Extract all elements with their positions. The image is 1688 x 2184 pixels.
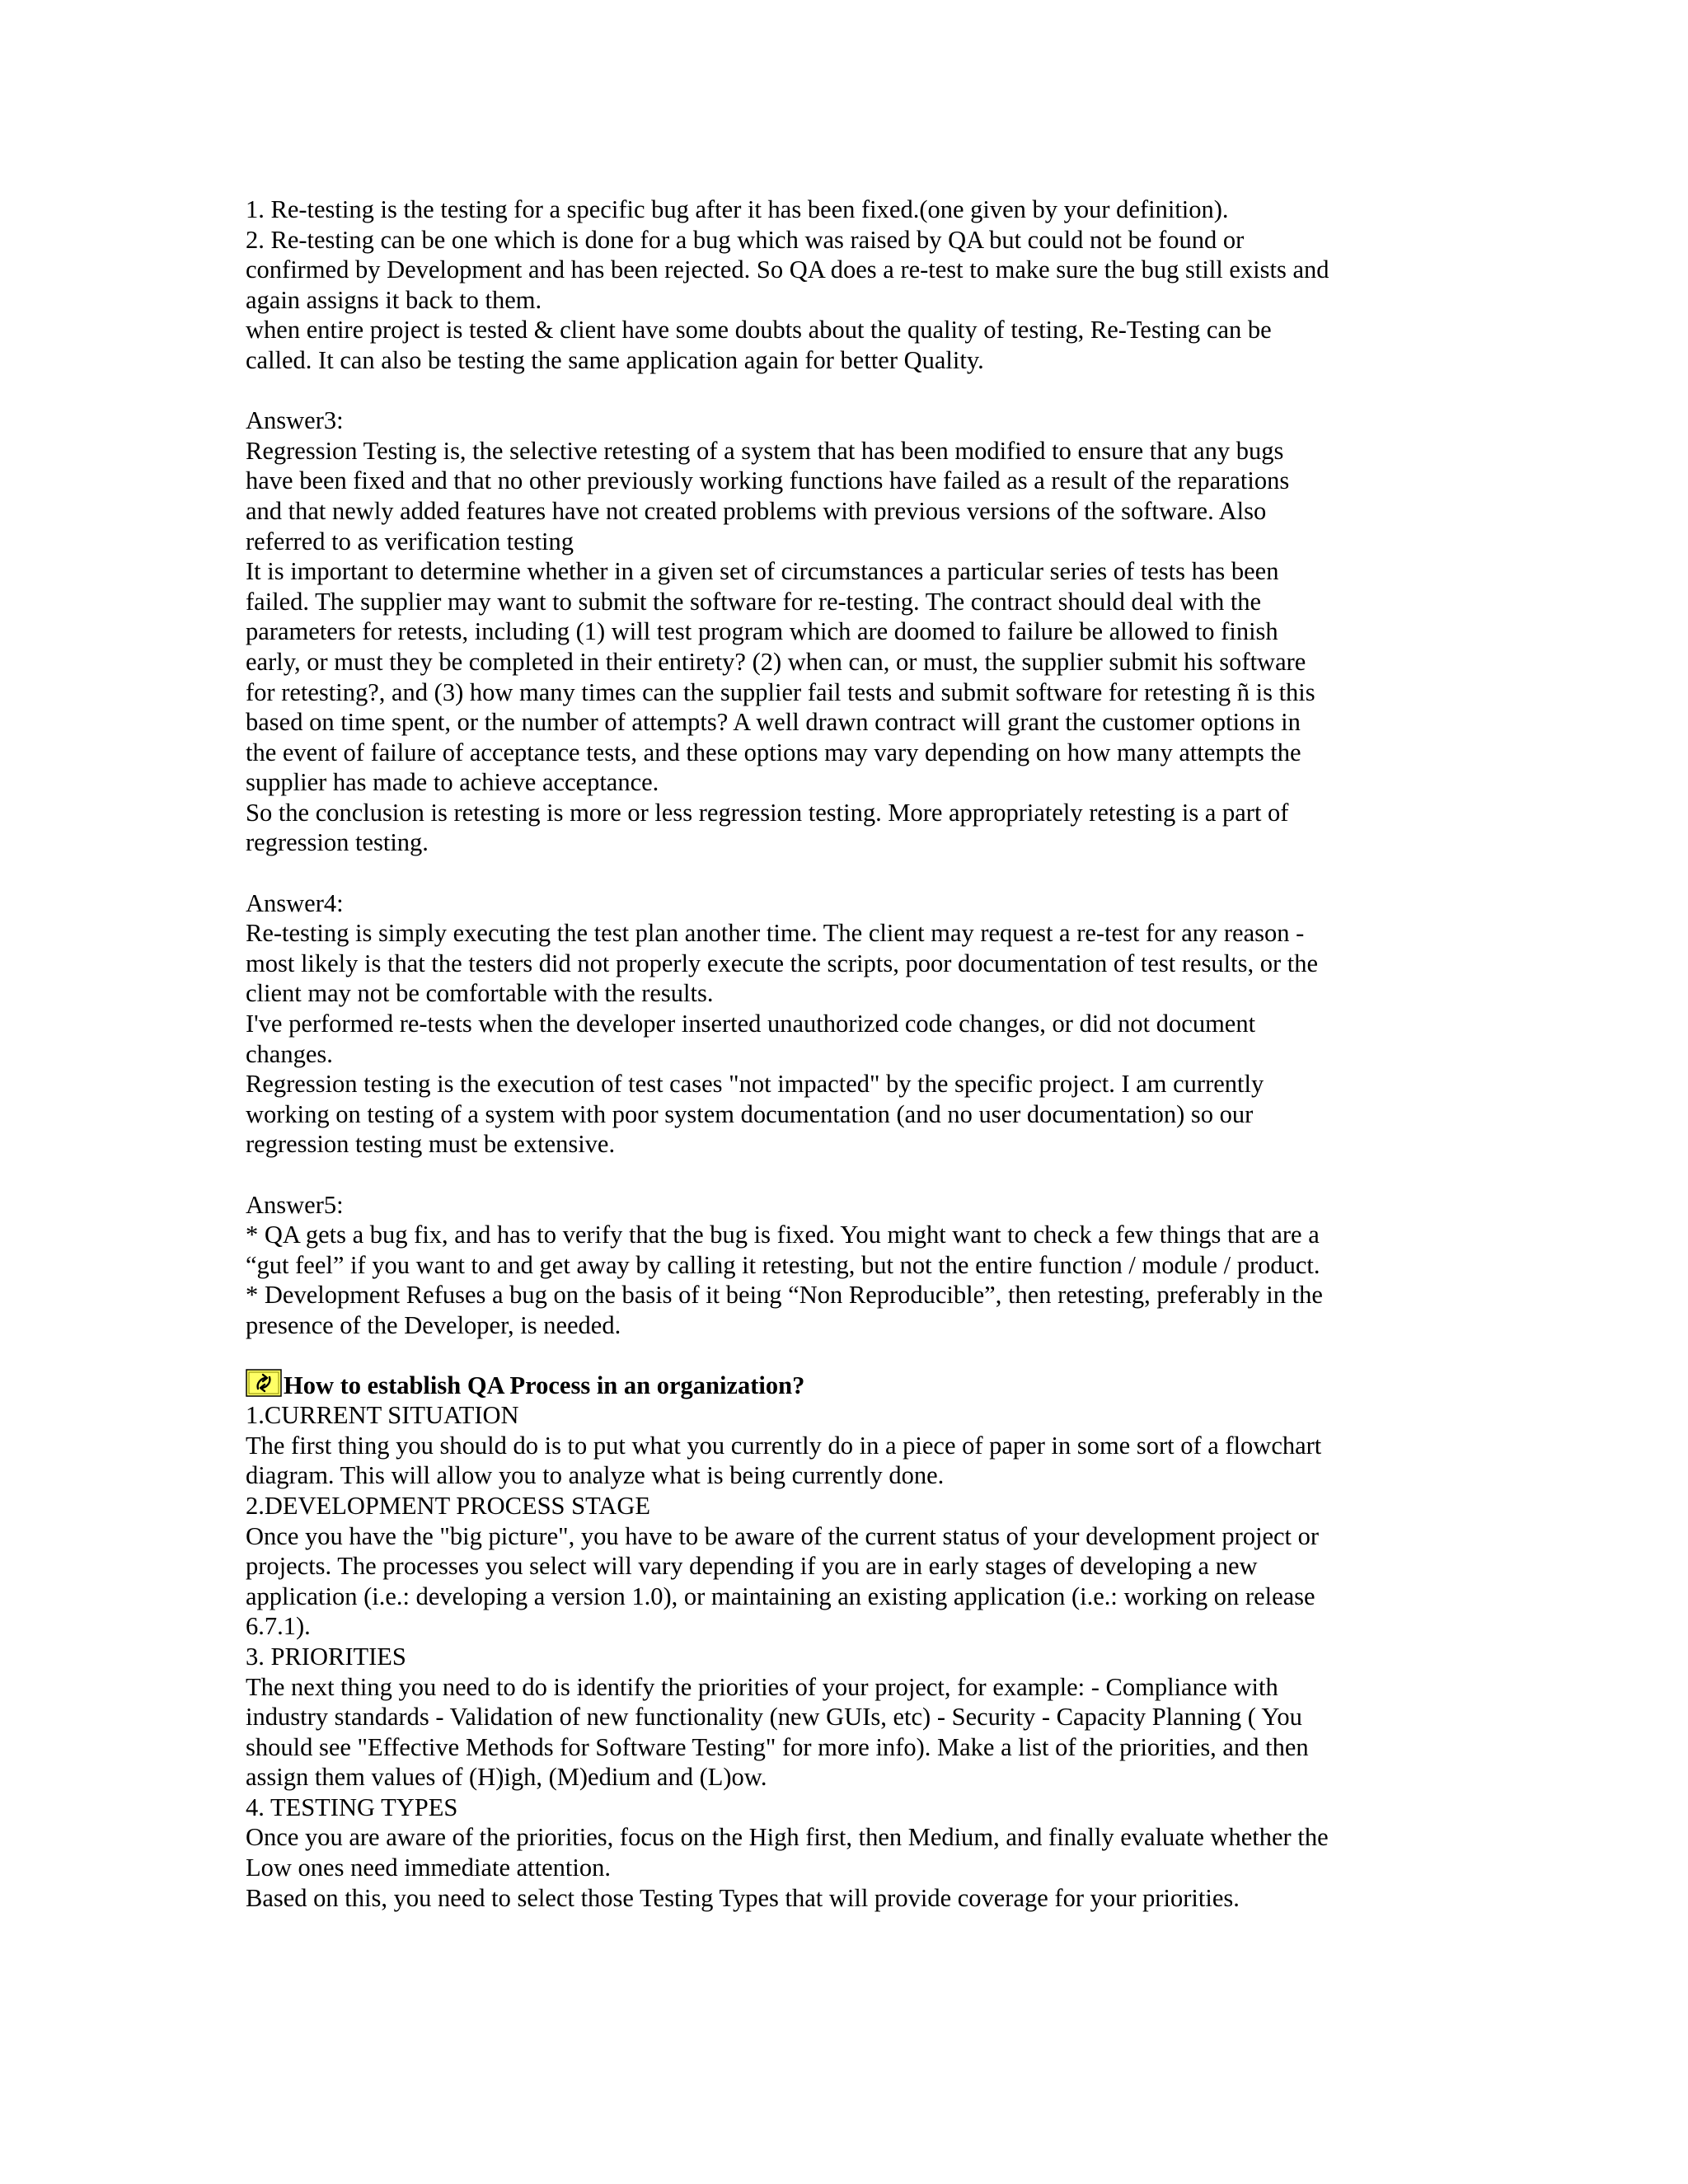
- answer5-label: Answer5:: [246, 1190, 344, 1219]
- paragraph-spacer: [246, 858, 1441, 888]
- section-title: 2.DEVELOPMENT PROCESS STAGE: [246, 1491, 650, 1520]
- section-title: 4. TESTING TYPES: [246, 1793, 458, 1821]
- text-line: when entire project is tested & client have some doubts about the quality of testing, Re-Testing can be: [246, 316, 1272, 344]
- text-line: the event of failure of acceptance tests, and these options may vary depending on how many attempts the: [246, 738, 1301, 766]
- text-line: The next thing you need to do is identify the priorities of your project, for example: - Compliance with: [246, 1672, 1278, 1701]
- text-line: Based on this, you need to select those Testing Types that will provide coverage for your priorities.: [246, 1883, 1240, 1912]
- text-line: * QA gets a bug fix, and has to verify that the bug is fixed. You might want to check a few things that are a: [246, 1221, 1320, 1249]
- text-line: changes.: [246, 1039, 333, 1068]
- text-line: 2. Re-testing can be one which is done for a bug which was raised by QA but could not be found or: [246, 225, 1245, 254]
- text-line: regression testing must be extensive.: [246, 1130, 616, 1159]
- text-line: again assigns it back to them.: [246, 285, 542, 314]
- paragraph-spacer: [246, 1160, 1441, 1190]
- answer4-label: Answer4:: [246, 888, 344, 917]
- qa-process-section: [246, 1369, 1441, 1914]
- text-line: failed. The supplier may want to submit the software for re-testing. The contract should deal with the: [246, 587, 1262, 616]
- text-line: and that newly added features have not created problems with previous versions of the software. Also: [246, 496, 1267, 525]
- question-link-icon[interactable]: [246, 1369, 282, 1397]
- text-line: have been fixed and that no other previously working functions have failed as a result of the reparations: [246, 466, 1290, 495]
- text-line: most likely is that the testers did not properly execute the scripts, poor documentation of test results, or the: [246, 949, 1319, 977]
- text-line: supplier has made to achieve acceptance.: [246, 768, 659, 797]
- text-line: called. It can also be testing the same application again for better Quality.: [246, 345, 984, 374]
- text-line: Once you have the "big picture", you have to be aware of the current status of your development project or: [246, 1521, 1320, 1550]
- text-line: application (i.e.: developing a version 1.0), or maintaining an existing application (i.e.: working on release: [246, 1582, 1315, 1610]
- document-page: [246, 194, 1441, 1913]
- text-line: for retesting?, and (3) how many times can the supplier fail tests and submit software for retesting ñ is this: [246, 677, 1315, 706]
- text-line: Regression testing is the execution of test cases "not impacted" by the specific project. I am currently: [246, 1070, 1264, 1099]
- text-line: It is important to determine whether in a given set of circumstances a particular series of tests has been: [246, 557, 1279, 586]
- text-line: The first thing you should do is to put what you currently do in a piece of paper in some sort of a flowchart: [246, 1431, 1322, 1460]
- text-line: diagram. This will allow you to analyze what is being currently done.: [246, 1461, 945, 1490]
- text-line: Once you are aware of the priorities, focus on the High first, then Medium, and finally evaluate whether the: [246, 1823, 1329, 1852]
- text-line: Low ones need immediate attention.: [246, 1854, 611, 1882]
- text-line: 1. Re-testing is the testing for a specific bug after it has been fixed.(one given by your definition).: [246, 195, 1229, 223]
- text-line: So the conclusion is retesting is more or less regression testing. More appropriately retesting is a part of: [246, 798, 1289, 827]
- qa-process-heading-row: [246, 1369, 1441, 1401]
- paragraph-spacer: [246, 376, 1441, 406]
- text-line: working on testing of a system with poor system documentation (and no user documentation) so our: [246, 1099, 1254, 1128]
- text-line: regression testing.: [246, 828, 429, 857]
- answer3-label: Answer3:: [246, 406, 344, 435]
- text-line: referred to as verification testing: [246, 527, 574, 555]
- text-line: based on time spent, or the number of attempts? A well drawn contract will grant the customer options in: [246, 708, 1301, 737]
- answer5-section: [246, 1190, 1441, 1341]
- text-line: parameters for retests, including (1) will test program which are doomed to failure be allowed to finish: [246, 617, 1278, 646]
- section-title: 1.CURRENT SITUATION: [246, 1401, 519, 1430]
- answer3-section: [246, 405, 1441, 858]
- text-line: Re-testing is simply executing the test plan another time. The client may request a re-test for any reason -: [246, 919, 1305, 948]
- text-line: 6.7.1).: [246, 1612, 311, 1641]
- text-line: “gut feel” if you want to and get away by calling it retesting, but not the entire function / module / product.: [246, 1250, 1320, 1279]
- retesting-definitions: [246, 194, 1441, 376]
- text-line: client may not be comfortable with the results.: [246, 979, 714, 1008]
- text-line: I've performed re-tests when the developer inserted unauthorized code changes, or did not document: [246, 1010, 1256, 1038]
- text-line: * Development Refuses a bug on the basis of it being “Non Reproducible”, then retesting, preferably in the: [246, 1281, 1323, 1310]
- text-line: should see "Effective Methods for Software Testing" for more info). Make a list of the priorities, and then: [246, 1732, 1309, 1761]
- text-line: Regression Testing is, the selective retesting of a system that has been modified to ensure that any bugs: [246, 436, 1284, 465]
- section-title: 3. PRIORITIES: [246, 1642, 406, 1671]
- text-line: assign them values of (H)igh, (M)edium and (L)ow.: [246, 1763, 767, 1792]
- qa-process-heading: How to establish QA Process in an organization?: [284, 1371, 805, 1399]
- text-line: industry standards - Validation of new functionality (new GUIs, etc) - Security - Capacity Planning ( You: [246, 1703, 1302, 1732]
- text-line: projects. The processes you select will vary depending if you are in early stages of developing a new: [246, 1552, 1258, 1581]
- answer4-section: [246, 888, 1441, 1160]
- text-line: confirmed by Development and has been rejected. So QA does a re-test to make sure the bug still exists and: [246, 255, 1329, 284]
- text-line: early, or must they be completed in their entirety? (2) when can, or must, the supplier submit his software: [246, 647, 1306, 676]
- text-line: presence of the Developer, is needed.: [246, 1310, 621, 1339]
